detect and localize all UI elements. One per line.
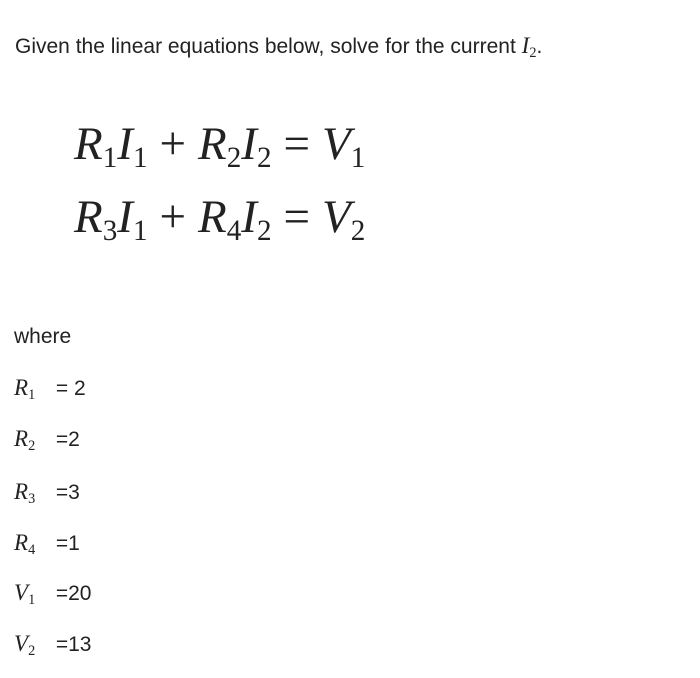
eq1-i2-sub: 2 [256, 142, 272, 175]
eq2-i2-sub: 2 [256, 215, 272, 248]
variable-r1-row [14, 373, 86, 403]
variable-r4-name [14, 528, 42, 558]
eq1-i2-base: I [241, 118, 257, 170]
eq2-r-base: R [74, 191, 103, 243]
variable-v2-equals: = [50, 633, 69, 656]
eq2-v-sub: 2 [350, 215, 366, 248]
variable-r2-value: 2 [68, 428, 80, 451]
eq1-v-sub: 1 [350, 142, 366, 175]
eq2-r2-sub: 4 [226, 215, 242, 248]
variable-r1-equals: = [50, 377, 74, 400]
variable-v1-sub: 1 [28, 591, 36, 608]
eq2-plus-sign: + [159, 191, 187, 243]
variable-v2-name [14, 629, 42, 659]
variable-v2-row [14, 629, 91, 659]
eq1-r-sub: 1 [102, 142, 118, 175]
variable-r2-row [14, 424, 80, 454]
variable-r4-row [14, 528, 80, 558]
eq1-i-base: I [117, 118, 133, 170]
variable-r1-sub: 1 [28, 386, 36, 403]
eq1-r2-base: R [198, 118, 227, 170]
question-var-subscript: 2 [529, 44, 537, 61]
eq2-i-base: I [117, 191, 133, 243]
variable-v1-row [14, 578, 91, 608]
variable-r2-base: R [14, 426, 29, 451]
variable-r1-name [14, 373, 42, 403]
variable-r2-name [14, 424, 42, 454]
equation-1 [74, 118, 366, 175]
eq2-r-sub: 3 [102, 215, 118, 248]
variable-r3-name [14, 477, 42, 507]
eq1-i-sub: 1 [132, 142, 148, 175]
question-target-variable [521, 33, 537, 61]
variable-r2-equals: = [50, 428, 69, 451]
eq1-plus-sign: + [159, 118, 187, 170]
eq2-i2-base: I [241, 191, 257, 243]
eq1-term1-coef [74, 118, 118, 175]
variable-r4-value: 1 [68, 532, 80, 555]
variable-r3-equals: = [50, 481, 69, 504]
eq1-equals-sign: = [283, 118, 311, 170]
where-label: where [14, 325, 72, 348]
variable-r4-base: R [14, 530, 29, 555]
eq1-term2-var [241, 118, 272, 175]
eq1-term2-coef [198, 118, 242, 175]
variable-v2-sub: 2 [28, 642, 36, 659]
question-period: . [536, 35, 543, 58]
variable-v1-equals: = [50, 582, 69, 605]
variable-r2-sub: 2 [28, 437, 36, 454]
eq1-r2-sub: 2 [226, 142, 242, 175]
eq1-v-base: V [322, 118, 351, 170]
eq2-v-base: V [322, 191, 351, 243]
eq2-term2-var [241, 191, 272, 248]
eq2-r2-base: R [198, 191, 227, 243]
variable-v1-base: V [14, 580, 29, 605]
eq2-term1-var [117, 191, 148, 248]
eq1-r-base: R [74, 118, 103, 170]
variable-r1-base: R [14, 375, 29, 400]
variable-r4-sub: 4 [28, 541, 36, 558]
variable-r3-row [14, 477, 80, 507]
eq2-rhs [322, 191, 366, 248]
variable-v1-value: 20 [68, 582, 92, 605]
variable-r3-value: 3 [68, 481, 80, 504]
variable-r1-value: 2 [73, 377, 86, 400]
variable-r3-base: R [14, 479, 29, 504]
eq2-term1-coef [74, 191, 118, 248]
eq2-i-sub: 1 [132, 215, 148, 248]
eq1-term1-var [117, 118, 148, 175]
variable-r3-sub: 3 [28, 490, 36, 507]
eq2-equals-sign: = [283, 191, 311, 243]
variable-r4-equals: = [50, 532, 69, 555]
variable-v2-base: V [14, 631, 29, 656]
eq1-rhs [322, 118, 366, 175]
equation-2 [74, 191, 366, 248]
question-var-base: I [521, 33, 530, 58]
eq2-term2-coef [198, 191, 242, 248]
question-text [15, 31, 542, 62]
question-sentence: Given the linear equations below, solve for the current [15, 35, 516, 58]
variable-v1-name [14, 578, 42, 608]
variable-v2-value: 13 [68, 633, 92, 656]
